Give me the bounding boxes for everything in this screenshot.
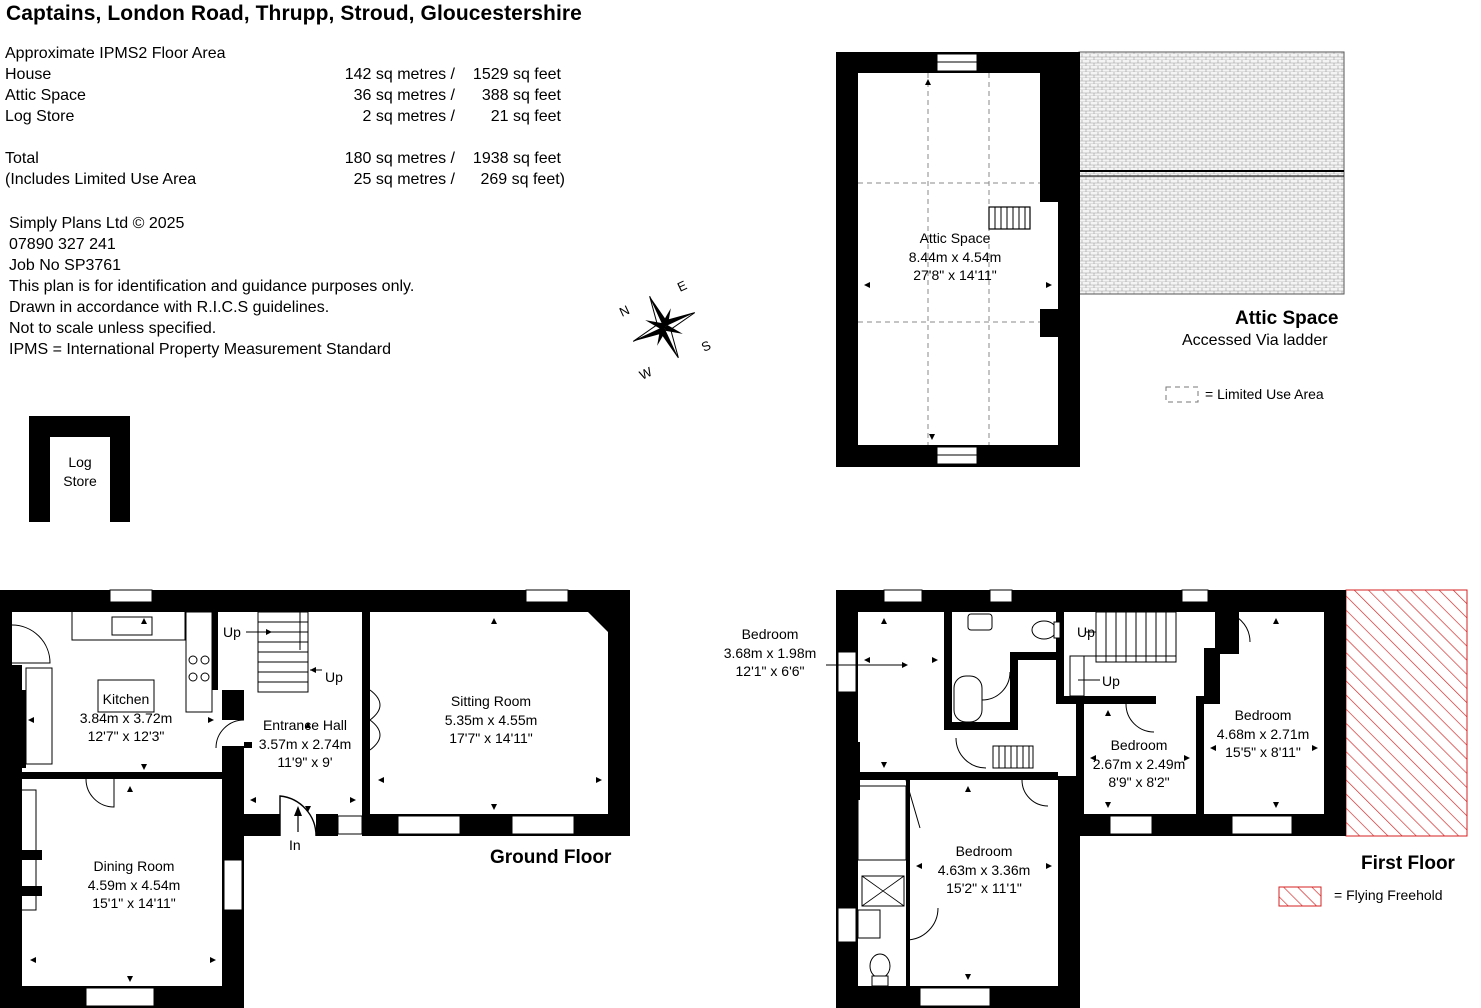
- attic-room-name: Attic Space: [919, 230, 991, 246]
- bedroom-3-metric: 4.68m x 2.71m: [1216, 726, 1310, 742]
- attic-room-imperial: 27'8" x 14'11": [913, 267, 997, 283]
- area-label: Log Store: [5, 108, 75, 125]
- note-line: Job No SP3761: [9, 257, 122, 274]
- page-title: Captains, London Road, Thrupp, Stroud, Gloucestershire: [6, 2, 582, 25]
- area-metres: 36 sq metres /: [353, 87, 455, 104]
- bedroom-1-metric: 3.68m x 1.98m: [723, 645, 817, 661]
- note-line: IPMS = International Property Measurement Standard: [9, 341, 391, 358]
- log-store-label-2: Store: [63, 473, 97, 489]
- bedroom-4-metric: 4.63m x 3.36m: [937, 862, 1031, 878]
- note-line: Simply Plans Ltd © 2025: [9, 215, 185, 232]
- bedroom-1-name: Bedroom: [741, 626, 799, 642]
- stairs-up-label: Up: [1102, 673, 1120, 689]
- area-feet: 21 sq feet: [490, 108, 561, 125]
- note-line: Not to scale unless specified.: [9, 320, 217, 337]
- compass-w-label: W: [636, 363, 655, 383]
- area-heading-text: Approximate IPMS2 Floor Area: [5, 45, 226, 62]
- ground-floor-label: Ground Floor: [490, 847, 612, 868]
- dining-room-imperial: 15'1" x 14'11": [92, 895, 176, 911]
- log-store-plan: [29, 416, 130, 522]
- kitchen-name: Kitchen: [102, 691, 150, 707]
- bedroom-1-imperial: 12'1" x 6'6": [735, 663, 805, 679]
- flying-freehold-key-label: = Flying Freehold: [1334, 887, 1443, 903]
- area-feet: 269 sq feet): [480, 171, 565, 188]
- sitting-room-imperial: 17'7" x 14'11": [449, 730, 533, 746]
- bedroom-2-name: Bedroom: [1110, 737, 1168, 753]
- area-label: Total: [5, 150, 39, 167]
- note-line: This plan is for identification and guidance purposes only.: [9, 278, 415, 295]
- compass-s-label: S: [698, 337, 714, 355]
- flying-freehold-key-swatch: [1279, 887, 1321, 906]
- area-feet: 1938 sq feet: [472, 150, 561, 167]
- limited-use-key-label: = Limited Use Area: [1205, 386, 1324, 402]
- area-metres: 25 sq metres /: [353, 171, 455, 188]
- sitting-room-metric: 5.35m x 4.55m: [444, 712, 538, 728]
- area-label: House: [5, 66, 52, 83]
- dining-room-name: Dining Room: [93, 858, 175, 874]
- area-label: Attic Space: [5, 87, 86, 104]
- attic-sublabel: Accessed Via ladder: [1182, 332, 1328, 349]
- note-line: 07890 327 241: [9, 236, 116, 253]
- attic-room-metric: 8.44m x 4.54m: [908, 249, 1002, 265]
- kitchen-metric: 3.84m x 3.72m: [79, 710, 173, 726]
- area-feet: 388 sq feet: [481, 87, 561, 104]
- area-metres: 142 sq metres /: [344, 66, 455, 83]
- area-metres: 180 sq metres /: [344, 150, 455, 167]
- bedroom-3-imperial: 15'5" x 8'11": [1225, 744, 1301, 760]
- stairs-up-label: Up: [325, 669, 343, 685]
- log-store-label-1: Log: [68, 454, 92, 470]
- first-floor-plan: [724, 590, 1467, 1008]
- compass-e-label: E: [674, 277, 690, 295]
- compass-n-label: N: [616, 302, 632, 320]
- area-feet: 1529 sq feet: [472, 66, 561, 83]
- entrance-hall-imperial: 11'9" x 9': [277, 754, 333, 770]
- first-floor-label: First Floor: [1361, 853, 1455, 874]
- sitting-room-name: Sitting Room: [450, 693, 532, 709]
- stairs-up-label: Up: [223, 624, 241, 640]
- flying-freehold-area: [1346, 590, 1467, 836]
- entry-label: In: [289, 837, 301, 853]
- attic-plan: [836, 52, 1344, 467]
- limited-use-key-swatch: [1166, 387, 1198, 402]
- dining-room-metric: 4.59m x 4.54m: [87, 877, 181, 893]
- bedroom-4-name: Bedroom: [955, 843, 1013, 859]
- compass-rose: [616, 282, 709, 372]
- entrance-hall-name: Entrance Hall: [262, 717, 348, 733]
- area-metres: 2 sq metres /: [362, 108, 455, 125]
- bedroom-2-imperial: 8'9" x 8'2": [1108, 774, 1170, 790]
- entrance-hall-metric: 3.57m x 2.74m: [258, 736, 352, 752]
- bedroom-2-metric: 2.67m x 2.49m: [1092, 756, 1186, 772]
- bedroom-4-imperial: 15'2" x 11'1": [946, 880, 1022, 896]
- ground-floor-plan: [0, 590, 630, 1008]
- stairs-up-label: Up: [1077, 624, 1095, 640]
- note-line: Drawn in accordance with R.I.C.S guidelines.: [9, 299, 330, 316]
- area-label: (Includes Limited Use Area: [5, 171, 197, 188]
- bedroom-3-name: Bedroom: [1234, 707, 1292, 723]
- attic-label: Attic Space: [1235, 308, 1339, 329]
- kitchen-imperial: 12'7" x 12'3": [87, 728, 165, 744]
- attic-roof-area: [1079, 52, 1344, 294]
